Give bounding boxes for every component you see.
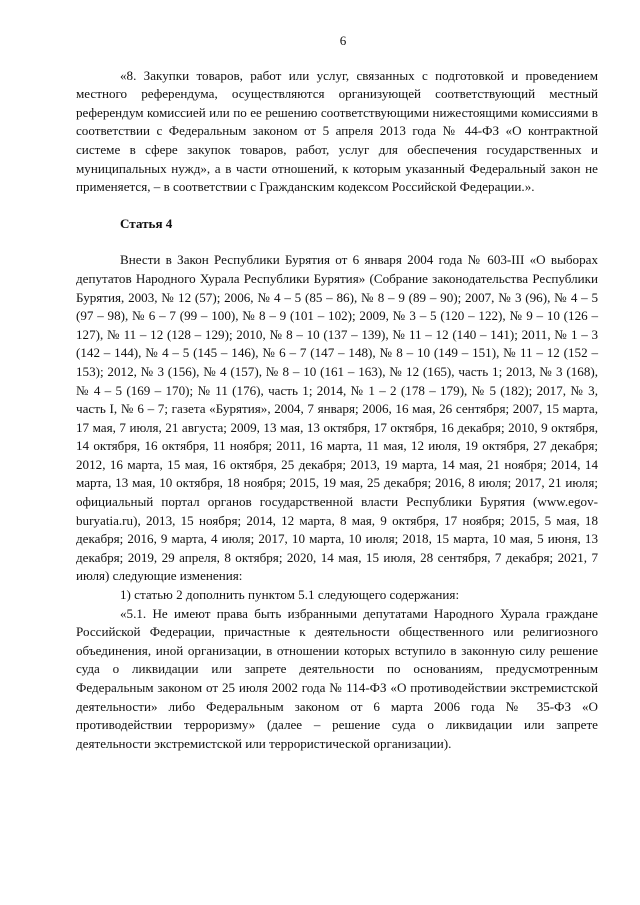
paragraph-procurement: «8. Закупки товаров, работ или услуг, связанных с подготовкой и проведением местного референдума, осуществляются организующей соответствующий местный референдум комиссией или по ее решению соответствующими нижестоящими комиссиями в соответствии с Федеральным законом от 5 апреля 2013 года № 44-ФЗ «О контрактной системе в сфере закупок товаров, работ, услуг для обеспечения государственных и муниципальных нужд», а в части отношений, к которым указанный Федеральный закон не применяется, – в соответствии с Гражданским кодексом Российской Федерации.». [76, 67, 598, 195]
page-number: 6 [339, 33, 347, 48]
article-4-intro: Внести в Закон Республики Бурятия от 6 января 2004 года № 603-III «О выборах депутатов Народного Хурала Республики Бурятия» (Собрание законодательства Республики Бурятия, 2003, № 12 (57); 2006, № 4 – 5 (85 – 86), № 8 – 9 (89 – 90); 2007, № 3 (96), № 4 – 5 (97 – 98), № 6 – 7 (99 – 100), № 8 – 9 (101 – 102); 2009, № 3 – 5 (120 – 122), № 9 – 10 (126 – 127), № 11 – 12 (128 – 129); 2010, № 8 – 10 (137 – 139), № 11 – 12 (140 – 141); 2011, № 1 – 3 (142 – 144), № 4 – 5 (145 – 146), № 6 – 7 (147 – 148), № 8 – 10 (149 – 151), № 11 – 12 (152 – 153); 2012, № 3 (156), № 4 (157), № 8 – 10 (161 – 163), № 12 (165), часть 1; 2013, № 3 (168), № 4 – 5 (169 – 170); № 11 (176), часть 1; 2014, № 1 – 2 (178 – 179), № 5 (182); 2017, № 3, часть I, № 6 – 7; газета «Бурятия», 2004, 7 января; 2006, 16 мая, 26 сентября; 2007, 15 марта, 17 мая, 7 июля, 21 августа; 2009, 13 мая, 13 октября, 17 октября, 16 декабря; 2010, 9 октября, 14 октября, 16 октября, 11 ноября; 2011, 16 марта, 11 мая, 12 июля, 19 октября, 27 декабря; 2012, 16 марта, 15 мая, 16 октября, 25 декабря; 2013, 19 марта, 14 мая, 21 ноября; 2014, 14 марта, 13 мая, 10 октября, 18 ноября; 2015, 19 мая, 25 декабря; 2016, 8 июля; 2017, 21 июля; официальный портал органов государственной власти Республики Бурятия (www.egov-buryatia.ru), 2013, 15 ноября; 2014, 12 марта, 8 мая, 9 октября, 17 ноября; 2015, 5 мая, 18 декабря; 2016, 9 марта, 4 июля; 2017, 10 марта, 10 июля; 2018, 15 марта, 10 мая, 5 июня, 13 декабря; 2019, 29 апреля, 8 октября; 2020, 14 мая, 15 июля, 28 сентября, 7 декабря; 2021, 7 июля) следующие изменения: [76, 252, 598, 584]
amendment-item-1: 1) статью 2 дополнить пунктом 5.1 следующего содержания: [120, 587, 460, 603]
paragraph-5-1: «5.1. Не имеют права быть избранными депутатами Народного Хурала граждане Российской Федерации, причастные к деятельности общественного или религиозного объединения, иной организации, в отношении которых вступило в законную силу решение суда о ликвидации или запрете деятельности по основаниям, предусмотренным Федеральным законом от 25 июля 2002 года № 114-ФЗ «О противодействии экстремистской деятельности» либо Федеральным законом от 6 марта 2006 года № 35-ФЗ «О противодействии терроризму» (далее – решение суда о ликвидации или запрете деятельности экстремистской или террористической организации). [76, 605, 598, 751]
article-4-heading: Статья 4 [120, 215, 173, 231]
